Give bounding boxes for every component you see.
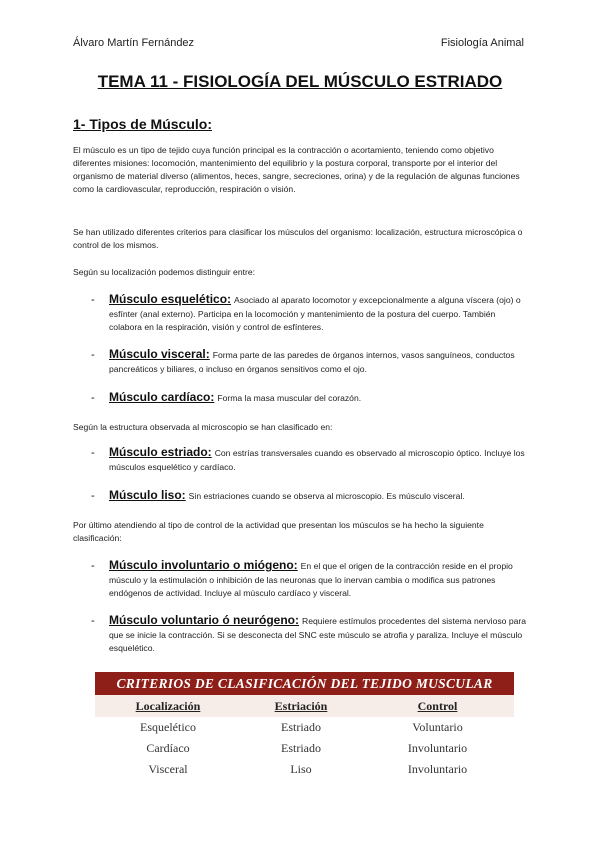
term-description: Forma parte de las paredes de órganos internos, vasos sanguíneos, conductos pancreáticos y biliares, o incluso en órganos sensitivos como el ojo. — [109, 350, 515, 374]
list-item-cardiaco — [109, 391, 529, 406]
term: Músculo visceral: — [109, 347, 210, 361]
bullet-marker: - — [91, 490, 95, 502]
table-header-cell: Estriación — [274, 699, 328, 713]
term: Músculo voluntario ó neurógeno: — [109, 613, 299, 627]
bullet-marker: - — [91, 615, 95, 627]
table-cell: Cardíaco — [146, 741, 190, 755]
list-item-liso — [109, 489, 529, 504]
table-header-cell: Control — [417, 699, 458, 713]
page-title: TEMA 11 - FISIOLOGÍA DEL MÚSCULO ESTRIADO — [97, 72, 503, 91]
term: Músculo liso: — [109, 488, 186, 502]
term-description: Sin estriaciones cuando se observa al microscopio. Es músculo visceral. — [188, 491, 465, 501]
term: Músculo involuntario o miógeno: — [109, 558, 298, 572]
list-item-visceral — [109, 348, 529, 376]
list-item-involuntario — [109, 559, 529, 601]
term: Músculo estriado: — [109, 445, 212, 459]
table-header-cell: Localización — [135, 699, 201, 713]
table-cell: Estriado — [281, 741, 321, 755]
term-description: Asociado al aparato locomotor y excepcionalmente a alguna víscera (ojo) o esfínter (anal externo). Participa en la locomoción y mantenimiento de la postura del cuerpo. También colabora en la respiración, visión y control de esfínteres. — [109, 295, 521, 332]
classification-table — [95, 672, 514, 780]
term: Músculo esquelético: — [109, 292, 232, 306]
list-item-estriado — [109, 446, 529, 474]
table-row — [95, 738, 514, 759]
bullet-marker: - — [91, 392, 95, 404]
structure-intro: Según la estructura observada al microscopio se han clasificado en: — [73, 422, 333, 432]
table-row — [95, 717, 514, 738]
term-description: Forma la masa muscular del corazón. — [217, 393, 362, 403]
table-title: CRITERIOS DE CLASIFICACIÓN DEL TEJIDO MUSCULAR — [95, 672, 514, 695]
list-item-esqueletico — [109, 293, 529, 335]
table-cell: Involuntario — [407, 762, 468, 776]
location-intro: Según su localización podemos distinguir entre: — [73, 267, 256, 277]
bullet-marker: - — [91, 294, 95, 306]
control-intro: Por último atendiendo al tipo de control de la actividad que presentan los músculos se ha hecho la siguiente clasificación: — [73, 520, 484, 543]
table-cell: Voluntario — [412, 720, 463, 734]
term-description: Requiere estímulos procedentes del sistema nervioso para que se inicie la contracción. Si se desconecta del SNC este músculo se atrofia y paraliza. Incluye el músculo esquelético. — [109, 616, 527, 653]
table-cell: Visceral — [148, 762, 188, 776]
header-subject: Fisiología Animal — [440, 37, 524, 49]
table-cell: Estriado — [281, 720, 321, 734]
table-row — [95, 759, 514, 780]
header-author: Álvaro Martín Fernández — [73, 37, 195, 49]
term-description: Con estrías transversales cuando es observado al microscopio óptico. Incluye los músculos esquelético y cardíaco. — [109, 448, 525, 472]
bullet-marker: - — [91, 447, 95, 459]
criteria-paragraph: Se han utilizado diferentes criterios para clasificar los músculos del organismo: localización, estructura microscópica o control de los mismos. — [73, 227, 523, 250]
term-description: En el que el origen de la contracción reside en el propio músculo y la estimulación o inhibición de las neuronas que lo inervan cambia o modifica sus patrones endógenos de actividad. Incluye al músculo cardíaco y visceral. — [109, 561, 513, 598]
section-title: 1- Tipos de Músculo: — [73, 116, 212, 132]
table-cell: Liso — [290, 762, 312, 776]
bullet-marker: - — [91, 560, 95, 572]
table-cell: Esquelético — [140, 720, 196, 734]
bullet-marker: - — [91, 349, 95, 361]
table-header-row — [95, 695, 514, 717]
intro-paragraph: El músculo es un tipo de tejido cuya función principal es la contracción o acortamiento, teniendo como objetivo diferentes misiones: locomoción, mantenimiento del equilibrio y la postura corporal, transporte por el interior del organismo de material diverso (alimentos, heces, sangre, secreciones, orina) y de la regulación de algunas funciones como la cardiovascular, reproducción, respiración o visión. — [73, 145, 520, 194]
term: Músculo cardíaco: — [109, 390, 215, 404]
table-cell: Involuntario — [407, 741, 468, 755]
list-item-voluntario — [109, 614, 529, 656]
